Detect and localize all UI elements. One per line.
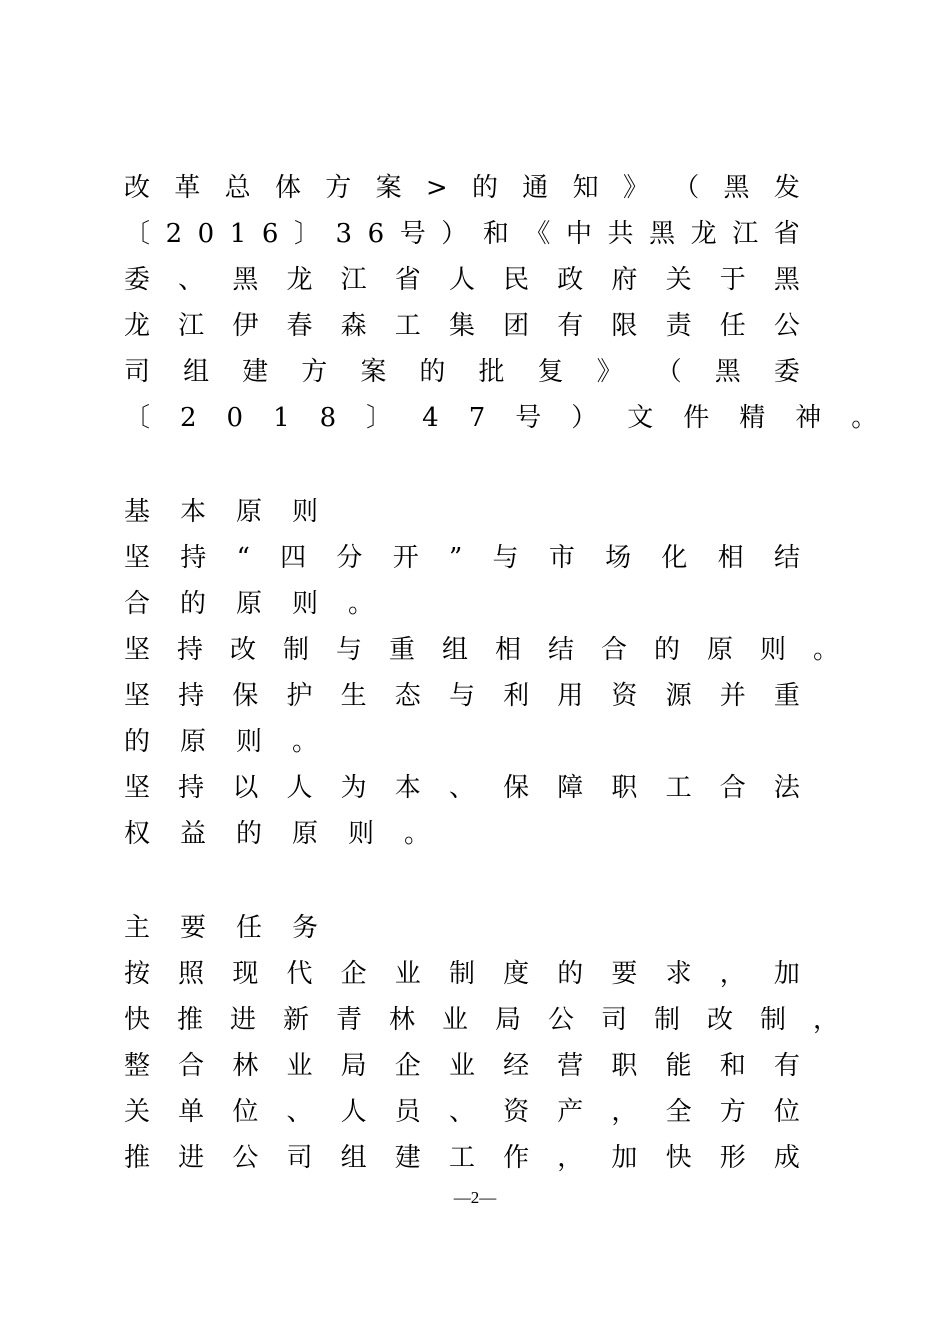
text-line: 整 合 林 业 局 企 业 经 营 职 能 和 有: [124, 1051, 800, 1081]
text-line: 的原则。: [124, 727, 349, 757]
text-line: 坚 持 以 人 为 本 、 保 障 职 工 合 法: [124, 773, 800, 803]
text-line: 〔2018〕47号）文件精神。: [124, 403, 908, 433]
text-line: 按 照 现 代 企 业 制 度 的 要 求 ， 加: [124, 959, 800, 989]
text-line: 〔 2 0 1 6 〕 3 6 号 ） 和 《 中 共 黑 龙 江 省: [124, 219, 800, 249]
text-line: 坚持改制与重组相结合的原则。: [124, 635, 867, 665]
text-line: 合的原则。: [124, 589, 405, 619]
text-line: 坚 持 “ 四 分 开 ” 与 市 场 化 相 结: [124, 543, 800, 573]
text-line: 推 进 公 司 组 建 工 作 ， 加 快 形 成: [124, 1143, 800, 1173]
text-line: 龙 江 伊 春 森 工 集 团 有 限 责 任 公: [124, 311, 800, 341]
text-line: 权益的原则。: [124, 819, 461, 849]
section-heading-tasks: 主要任务: [124, 913, 349, 943]
text-line: 快推进新青林业局公司制改制，: [124, 1005, 867, 1035]
page-number: —2—: [453, 1188, 497, 1207]
text-line: 司 组 建 方 案 的 批 复 》 （ 黑 委: [124, 357, 800, 387]
text-line: 委 、 黑 龙 江 省 人 民 政 府 关 于 黑: [124, 265, 800, 295]
text-line: 关 单 位 、 人 员 、 资 产 ， 全 方 位: [124, 1097, 800, 1127]
section-heading-principles: 基本原则: [124, 497, 349, 527]
text-line: 改 革 总 体 方 案 > 的 通 知 》 （ 黑 发: [124, 173, 800, 203]
text-line: 坚 持 保 护 生 态 与 利 用 资 源 并 重: [124, 681, 800, 711]
